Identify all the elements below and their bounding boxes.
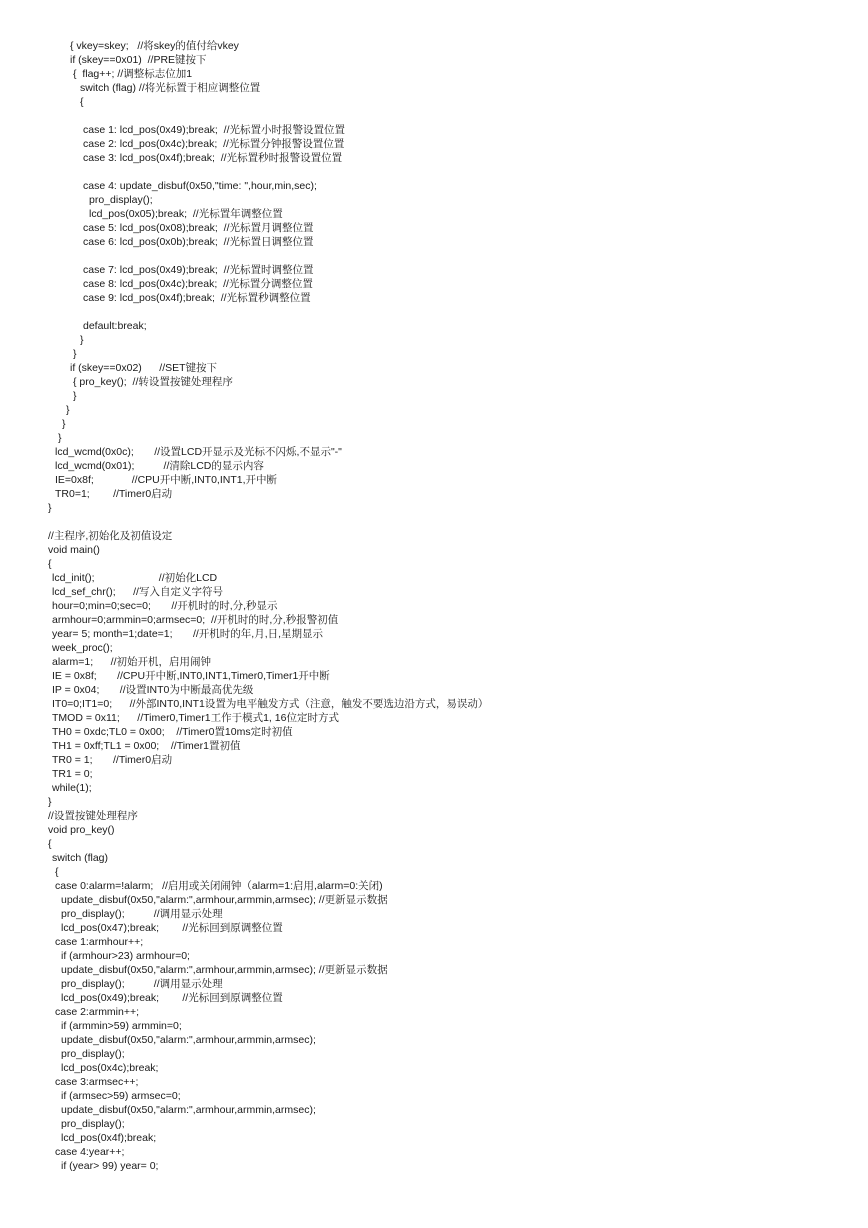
code-line — [0, 305, 868, 319]
code-line: switch (flag) — [52, 852, 109, 864]
code-line: lcd_pos(0x05);break; //光标置年调整位置 — [89, 208, 283, 220]
code-line: if (armhour>23) armhour=0; — [61, 950, 190, 962]
code-line: { — [48, 838, 52, 850]
code-line: //设置按键处理程序 — [48, 810, 138, 822]
code-line: case 9: lcd_pos(0x4f);break; //光标置秒调整位置 — [83, 292, 311, 304]
code-line: IT0=0;IT1=0; //外部INT0,INT1设置为电平触发方式（注意，触发不要选边沿方式，易误动） — [52, 698, 489, 710]
code-line: IE=0x8f; //CPU开中断,INT0,INT1,开中断 — [55, 474, 278, 486]
code-line: } — [48, 502, 52, 514]
code-line: pro_display(); //调用显示处理 — [61, 908, 223, 920]
code-line: TR0 = 1; //Timer0启动 — [52, 754, 173, 766]
code-line: lcd_sef_chr(); //写入自定义字符号 — [52, 586, 223, 598]
code-line: void pro_key() — [48, 824, 115, 836]
code-line: { pro_key(); //转设置按键处理程序 — [73, 376, 233, 388]
code-line: update_disbuf(0x50,"alarm:",armhour,armmin,armsec); //更新显示数据 — [61, 894, 388, 906]
code-line: void main() — [48, 544, 100, 556]
code-line: lcd_init(); //初始化LCD — [52, 572, 218, 584]
code-line: if (year> 99) year= 0; — [61, 1160, 159, 1172]
code-line: IE = 0x8f; //CPU开中断,INT0,INT1,Timer0,Timer1开中断 — [52, 670, 330, 682]
code-line: if (armmin>59) armmin=0; — [61, 1020, 182, 1032]
code-line: TMOD = 0x11; //Timer0,Timer1工作于模式1, 16位定时方式 — [52, 712, 339, 724]
code-line: TH1 = 0xff;TL1 = 0x00; //Timer1置初值 — [52, 740, 241, 752]
code-line: case 4:year++; — [55, 1146, 125, 1158]
code-line: { flag++; //调整标志位加1 — [73, 68, 193, 80]
code-line: alarm=1; //初始开机，启用闹钟 — [52, 656, 211, 668]
code-line: lcd_pos(0x47);break; //光标回到原调整位置 — [61, 922, 283, 934]
code-line: lcd_pos(0x4f);break; — [61, 1132, 157, 1144]
code-line: case 3:armsec++; — [55, 1076, 139, 1088]
code-line: case 1: lcd_pos(0x49);break; //光标置小时报警设置位置 — [83, 124, 345, 136]
code-line: case 3: lcd_pos(0x4f);break; //光标置秒时报警设置位置 — [83, 152, 343, 164]
code-line: year= 5; month=1;date=1; //开机时的年,月,日,星期显示 — [52, 628, 324, 640]
code-line: { — [80, 96, 84, 108]
code-line: if (skey==0x02) //SET键按下 — [70, 362, 218, 374]
code-line: while(1); — [52, 782, 92, 794]
code-line: lcd_wcmd(0x0c); //设置LCD开显示及光标不闪烁,不显示"-" — [55, 446, 342, 458]
code-line: pro_display(); — [61, 1048, 125, 1060]
code-line: update_disbuf(0x50,"alarm:",armhour,armmin,armsec); //更新显示数据 — [61, 964, 388, 976]
code-line: pro_display(); — [61, 1118, 125, 1130]
code-line: case 0:alarm=!alarm; //启用或关闭闹钟（alarm=1:启用,alarm=0:关闭) — [55, 880, 383, 892]
code-line: } — [58, 432, 62, 444]
code-line: case 5: lcd_pos(0x08);break; //光标置月调整位置 — [83, 222, 314, 234]
code-line: lcd_pos(0x49);break; //光标回到原调整位置 — [61, 992, 283, 1004]
code-line: TR0=1; //Timer0启动 — [55, 488, 173, 500]
code-line: //主程序,初始化及初值设定 — [48, 530, 173, 542]
code-line: TR1 = 0; — [52, 768, 93, 780]
code-line: } — [73, 348, 77, 360]
code-line: case 1:armhour++; — [55, 936, 144, 948]
code-line: case 2: lcd_pos(0x4c);break; //光标置分钟报警设置位置 — [83, 138, 345, 150]
code-line: } — [66, 404, 70, 416]
code-line: case 7: lcd_pos(0x49);break; //光标置时调整位置 — [83, 264, 314, 276]
code-line: } — [48, 796, 52, 808]
code-line: { — [48, 558, 52, 570]
code-line — [0, 109, 868, 123]
code-line: IP = 0x04; //设置INT0为中断最高优先级 — [52, 684, 254, 696]
code-line: pro_display(); //调用显示处理 — [61, 978, 223, 990]
code-line: update_disbuf(0x50,"alarm:",armhour,armmin,armsec); — [61, 1034, 316, 1046]
code-line: if (skey==0x01) //PRE键按下 — [70, 54, 207, 66]
code-line: hour=0;min=0;sec=0; //开机时的时,分,秒显示 — [52, 600, 278, 612]
code-line: week_proc(); — [52, 642, 113, 654]
code-line: pro_display(); — [89, 194, 153, 206]
code-line: } — [80, 334, 84, 346]
code-line: TH0 = 0xdc;TL0 = 0x00; //Timer0置10ms定时初值 — [52, 726, 293, 738]
code-line — [0, 165, 868, 179]
code-line: lcd_wcmd(0x01); //清除LCD的显示内容 — [55, 460, 264, 472]
code-line: } — [73, 390, 77, 402]
code-line: update_disbuf(0x50,"alarm:",armhour,armmin,armsec); — [61, 1104, 316, 1116]
code-line: case 2:armmin++; — [55, 1006, 140, 1018]
code-line: case 4: update_disbuf(0x50,"time: ",hour,min,sec); — [83, 180, 317, 192]
code-line: if (armsec>59) armsec=0; — [61, 1090, 181, 1102]
code-line: } — [62, 418, 66, 430]
code-line: default:break; — [83, 320, 147, 332]
code-line — [0, 515, 868, 529]
code-line: case 8: lcd_pos(0x4c);break; //光标置分调整位置 — [83, 278, 313, 290]
code-line: lcd_pos(0x4c);break; — [61, 1062, 159, 1074]
code-line — [0, 249, 868, 263]
code-line: switch (flag) //将光标置于相应调整位置 — [80, 82, 261, 94]
code-line: { — [55, 866, 59, 878]
code-line: { vkey=skey; //将skey的值付给vkey — [70, 40, 239, 52]
code-line: case 6: lcd_pos(0x0b);break; //光标置日调整位置 — [83, 236, 314, 248]
code-line: armhour=0;armmin=0;armsec=0; //开机时的时,分,秒报警初值 — [52, 614, 339, 626]
